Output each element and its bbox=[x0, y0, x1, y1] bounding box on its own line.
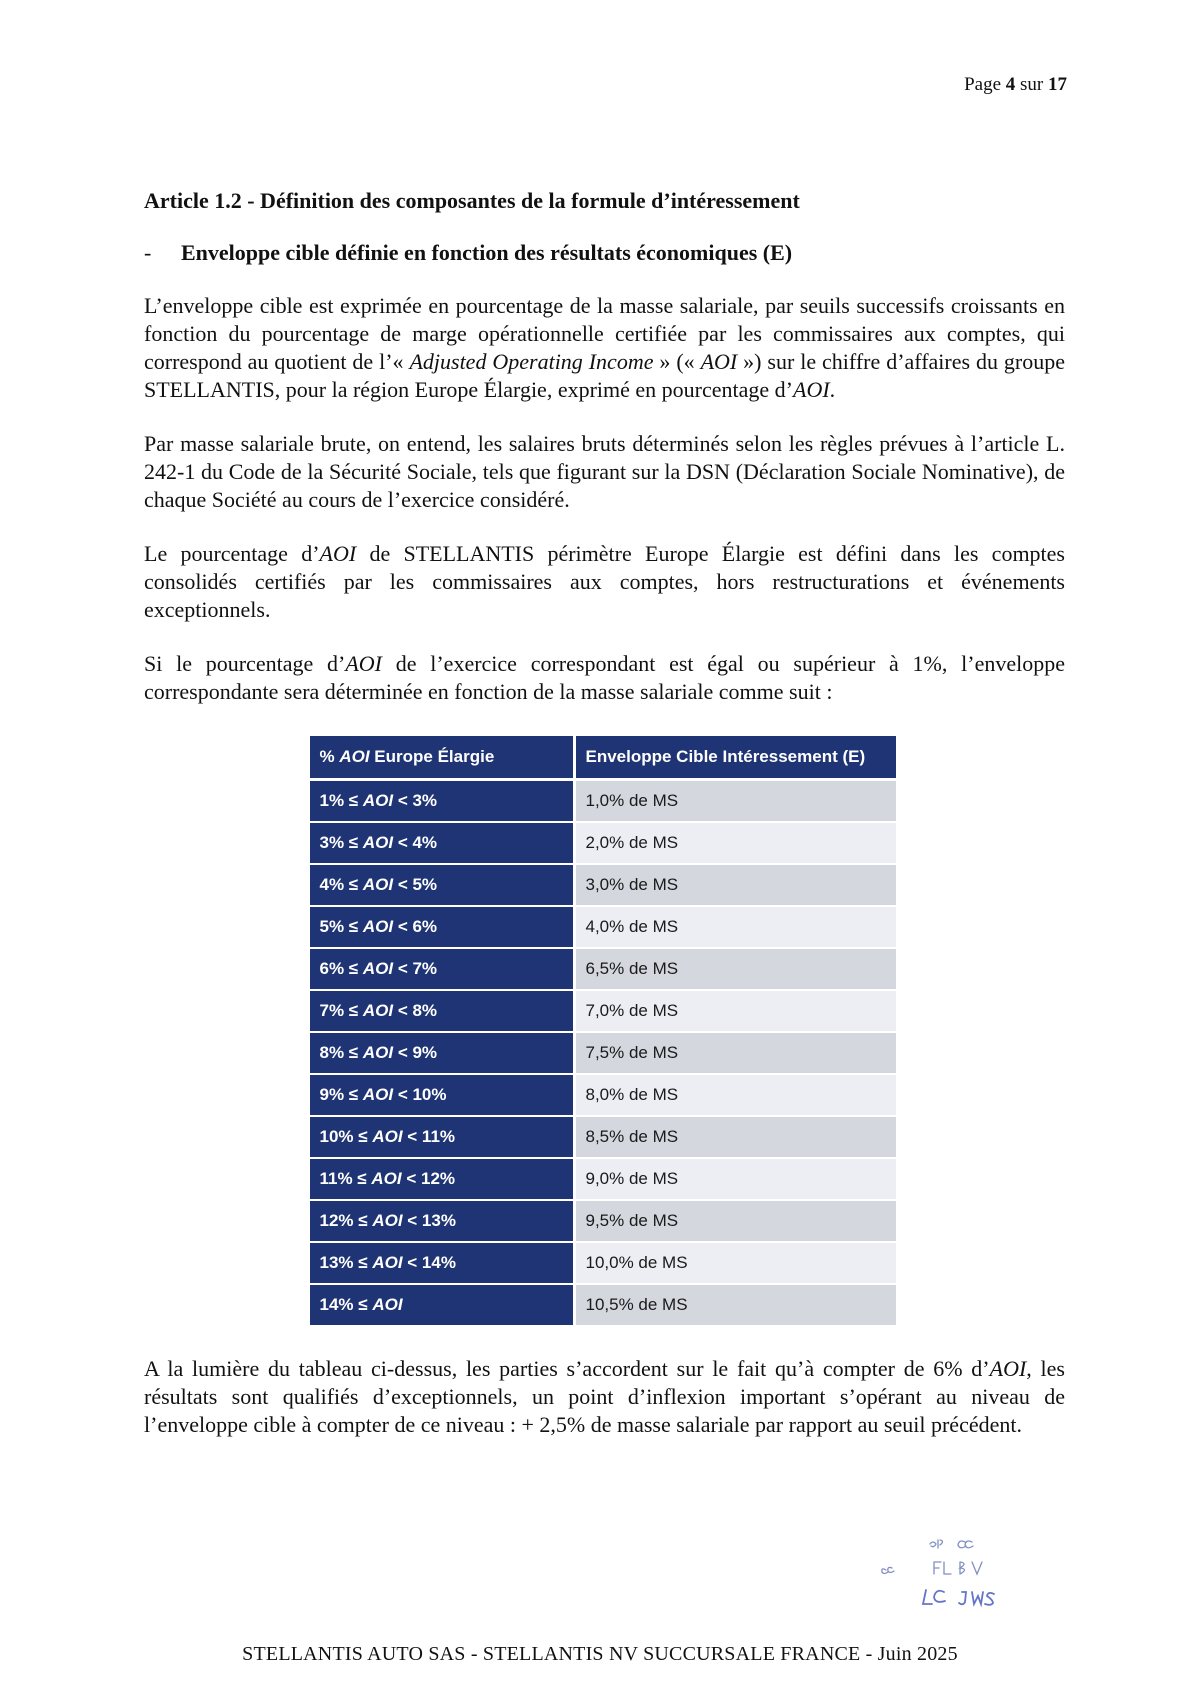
document-body bbox=[144, 186, 1065, 1439]
p1-text-c: » (« bbox=[653, 349, 701, 374]
aoi-range-cell bbox=[310, 1201, 576, 1243]
table-row bbox=[310, 1201, 896, 1243]
p1-italic-aoi: AOI bbox=[700, 349, 738, 374]
table-wrapper bbox=[144, 736, 1065, 1327]
envelope-value-cell: 7,5% de MS bbox=[576, 1033, 896, 1075]
paragraph-3 bbox=[144, 540, 1065, 624]
aoi-range-cell bbox=[310, 1033, 576, 1075]
p5-text-c: , les résultats sont qualifiés d’exceptionnels, un point d’inflexion important s’opérant au niveau de l’enveloppe cible à compter de ce niveau : + 2,5% de masse salariale par rapport au seuil précédent. bbox=[144, 1356, 1065, 1437]
table-row bbox=[310, 907, 896, 949]
aoi-range-aoi: AOI bbox=[372, 1211, 403, 1230]
aoi-range-cell bbox=[310, 1075, 576, 1117]
table-row bbox=[310, 991, 896, 1033]
aoi-range-high: < 6% bbox=[393, 917, 438, 936]
aoi-range-low: 1% ≤ bbox=[319, 791, 363, 810]
aoi-range-aoi: AOI bbox=[362, 959, 394, 978]
page-label: Page bbox=[964, 74, 1002, 95]
table-row bbox=[310, 1285, 896, 1327]
page-number bbox=[964, 74, 1067, 96]
aoi-range-aoi: AOI bbox=[362, 1001, 394, 1020]
aoi-range-aoi: AOI bbox=[362, 791, 394, 810]
envelope-value-cell: 4,0% de MS bbox=[576, 907, 896, 949]
paragraph-2: Par masse salariale brute, on entend, les salaires bruts déterminés selon les règles prévues à l’article L. 242-1 du Code de la Sécurité Sociale, tels que figurant sur la DSN (Déclaration Sociale Nominative), de chaque Société au cours de l’exercice considéré. bbox=[144, 431, 1065, 512]
subtitle-dash: - bbox=[144, 240, 152, 265]
aoi-range-cell bbox=[310, 781, 576, 823]
aoi-range-low: 3% ≤ bbox=[319, 833, 363, 852]
table-row bbox=[310, 1033, 896, 1075]
aoi-range-cell bbox=[310, 1117, 576, 1159]
table-row bbox=[310, 865, 896, 907]
aoi-range-aoi: AOI bbox=[372, 1295, 403, 1314]
envelope-value-cell: 8,5% de MS bbox=[576, 1117, 896, 1159]
p3-italic-aoi: AOI bbox=[319, 541, 357, 566]
aoi-range-low: 8% ≤ bbox=[319, 1043, 363, 1062]
aoi-range-low: 7% ≤ bbox=[319, 1001, 363, 1020]
aoi-range-aoi: AOI bbox=[372, 1253, 403, 1272]
aoi-range-high: < 11% bbox=[402, 1127, 456, 1146]
aoi-range-low: 10% ≤ bbox=[319, 1127, 373, 1146]
aoi-envelope-table bbox=[310, 736, 896, 1327]
p4-text-a: Si le pourcentage d’ bbox=[144, 651, 346, 676]
envelope-value-cell: 2,0% de MS bbox=[576, 823, 896, 865]
p5-text-a: A la lumière du tableau ci-dessus, les parties s’accordent sur le fait qu’à compter de 6% d’ bbox=[144, 1356, 990, 1381]
subtitle-text: Enveloppe cible définie en fonction des résultats économiques (E) bbox=[181, 240, 793, 265]
header-col1-prefix: % bbox=[319, 747, 340, 766]
section-subtitle bbox=[144, 238, 1065, 268]
p4-text-c: de l’exercice correspondant est égal ou supérieur à 1%, l’enveloppe correspondante sera déterminée en fonction de la masse salariale comme suit : bbox=[144, 651, 1065, 704]
aoi-range-high: < 3% bbox=[393, 791, 438, 810]
header-aoi-europe bbox=[310, 736, 576, 781]
table-row bbox=[310, 1075, 896, 1117]
aoi-range-high: < 13% bbox=[402, 1211, 456, 1230]
p1-text-e: ») sur le chiffre d’affaires du groupe STELLANTIS, pour la région Europe Élargie, exprimé en pourcentage d’ bbox=[144, 349, 1066, 402]
paragraph-5 bbox=[144, 1355, 1065, 1439]
table-row bbox=[310, 781, 896, 823]
aoi-range-high: < 14% bbox=[402, 1253, 456, 1272]
aoi-range-high: < 8% bbox=[393, 1001, 438, 1020]
envelope-value-cell: 3,0% de MS bbox=[576, 865, 896, 907]
aoi-range-cell bbox=[310, 823, 576, 865]
aoi-range-low: 11% ≤ bbox=[319, 1169, 372, 1188]
table-row bbox=[310, 1159, 896, 1201]
page-current: 4 bbox=[1005, 74, 1016, 95]
aoi-range-aoi: AOI bbox=[372, 1127, 403, 1146]
aoi-range-low: 12% ≤ bbox=[319, 1211, 373, 1230]
table-body bbox=[310, 781, 896, 1327]
envelope-value-cell: 1,0% de MS bbox=[576, 781, 896, 823]
envelope-value-cell: 9,0% de MS bbox=[576, 1159, 896, 1201]
aoi-range-low: 5% ≤ bbox=[319, 917, 363, 936]
handwritten-initials bbox=[880, 1532, 1030, 1612]
footer: STELLANTIS AUTO SAS - STELLANTIS NV SUCCURSALE FRANCE - Juin 2025 bbox=[242, 1643, 958, 1665]
envelope-value-cell: 10,5% de MS bbox=[576, 1285, 896, 1327]
p1-italic-adjusted: Adjusted Operating Income bbox=[409, 349, 654, 374]
aoi-range-aoi: AOI bbox=[362, 917, 394, 936]
aoi-range-cell bbox=[310, 907, 576, 949]
aoi-range-low: 14% ≤ bbox=[319, 1295, 373, 1314]
article-title: Article 1.2 - Définition des composantes de la formule d’intéressement bbox=[144, 188, 800, 213]
p5-italic-aoi: AOI bbox=[989, 1356, 1027, 1381]
table-row bbox=[310, 1117, 896, 1159]
envelope-value-cell: 9,5% de MS bbox=[576, 1201, 896, 1243]
aoi-range-cell bbox=[310, 1159, 576, 1201]
envelope-value-cell: 10,0% de MS bbox=[576, 1243, 896, 1285]
p1-text-g: . bbox=[829, 377, 836, 402]
header-col1-aoi: AOI bbox=[339, 747, 370, 766]
aoi-range-high: < 7% bbox=[393, 959, 438, 978]
page-sep: sur bbox=[1020, 74, 1044, 95]
aoi-range-aoi: AOI bbox=[371, 1169, 402, 1188]
table-header-row bbox=[310, 736, 896, 781]
aoi-range-aoi: AOI bbox=[362, 1085, 394, 1104]
aoi-range-cell bbox=[310, 991, 576, 1033]
p4-italic-aoi: AOI bbox=[345, 651, 382, 676]
aoi-range-low: 4% ≤ bbox=[319, 875, 363, 894]
header-col1-suffix: Europe Élargie bbox=[369, 747, 495, 766]
envelope-value-cell: 6,5% de MS bbox=[576, 949, 896, 991]
p3-text-c: de STELLANTIS périmètre Europe Élargie est défini dans les comptes consolidés certifiés par les commissaires aux comptes, hors restructurations et événements exceptionnels. bbox=[144, 541, 1065, 622]
aoi-range-high: < 5% bbox=[393, 875, 438, 894]
aoi-range-low: 9% ≤ bbox=[319, 1085, 363, 1104]
aoi-range-high: < 10% bbox=[393, 1085, 447, 1104]
p1-text-a: L’enveloppe cible est exprimée en pourcentage de la masse salariale, par seuils successifs croissants en fonction du pourcentage de marge opérationnelle certifiée par les commissaires aux comptes, qui correspond au quotient de l’« bbox=[144, 293, 1065, 374]
envelope-value-cell: 7,0% de MS bbox=[576, 991, 896, 1033]
aoi-range-aoi: AOI bbox=[362, 875, 394, 894]
aoi-range-aoi: AOI bbox=[362, 1043, 394, 1062]
aoi-range-high: < 4% bbox=[393, 833, 438, 852]
aoi-range-aoi: AOI bbox=[362, 833, 394, 852]
aoi-range-low: 13% ≤ bbox=[319, 1253, 373, 1272]
aoi-range-cell bbox=[310, 865, 576, 907]
aoi-range-cell bbox=[310, 949, 576, 991]
envelope-value-cell: 8,0% de MS bbox=[576, 1075, 896, 1117]
p3-text-a: Le pourcentage d’ bbox=[144, 541, 320, 566]
aoi-range-high: < 12% bbox=[401, 1169, 456, 1188]
table-row bbox=[310, 949, 896, 991]
aoi-range-cell bbox=[310, 1243, 576, 1285]
aoi-range-high: < 9% bbox=[393, 1043, 438, 1062]
table-row bbox=[310, 1243, 896, 1285]
table-row bbox=[310, 823, 896, 865]
aoi-range-cell bbox=[310, 1285, 576, 1327]
header-envelope: Enveloppe Cible Intéressement (E) bbox=[576, 736, 896, 781]
paragraph-4 bbox=[144, 650, 1065, 706]
p1-italic-aoi-2: AOI bbox=[793, 377, 830, 402]
paragraph-1 bbox=[144, 292, 1065, 404]
page-total: 17 bbox=[1048, 74, 1067, 95]
aoi-range-low: 6% ≤ bbox=[319, 959, 363, 978]
